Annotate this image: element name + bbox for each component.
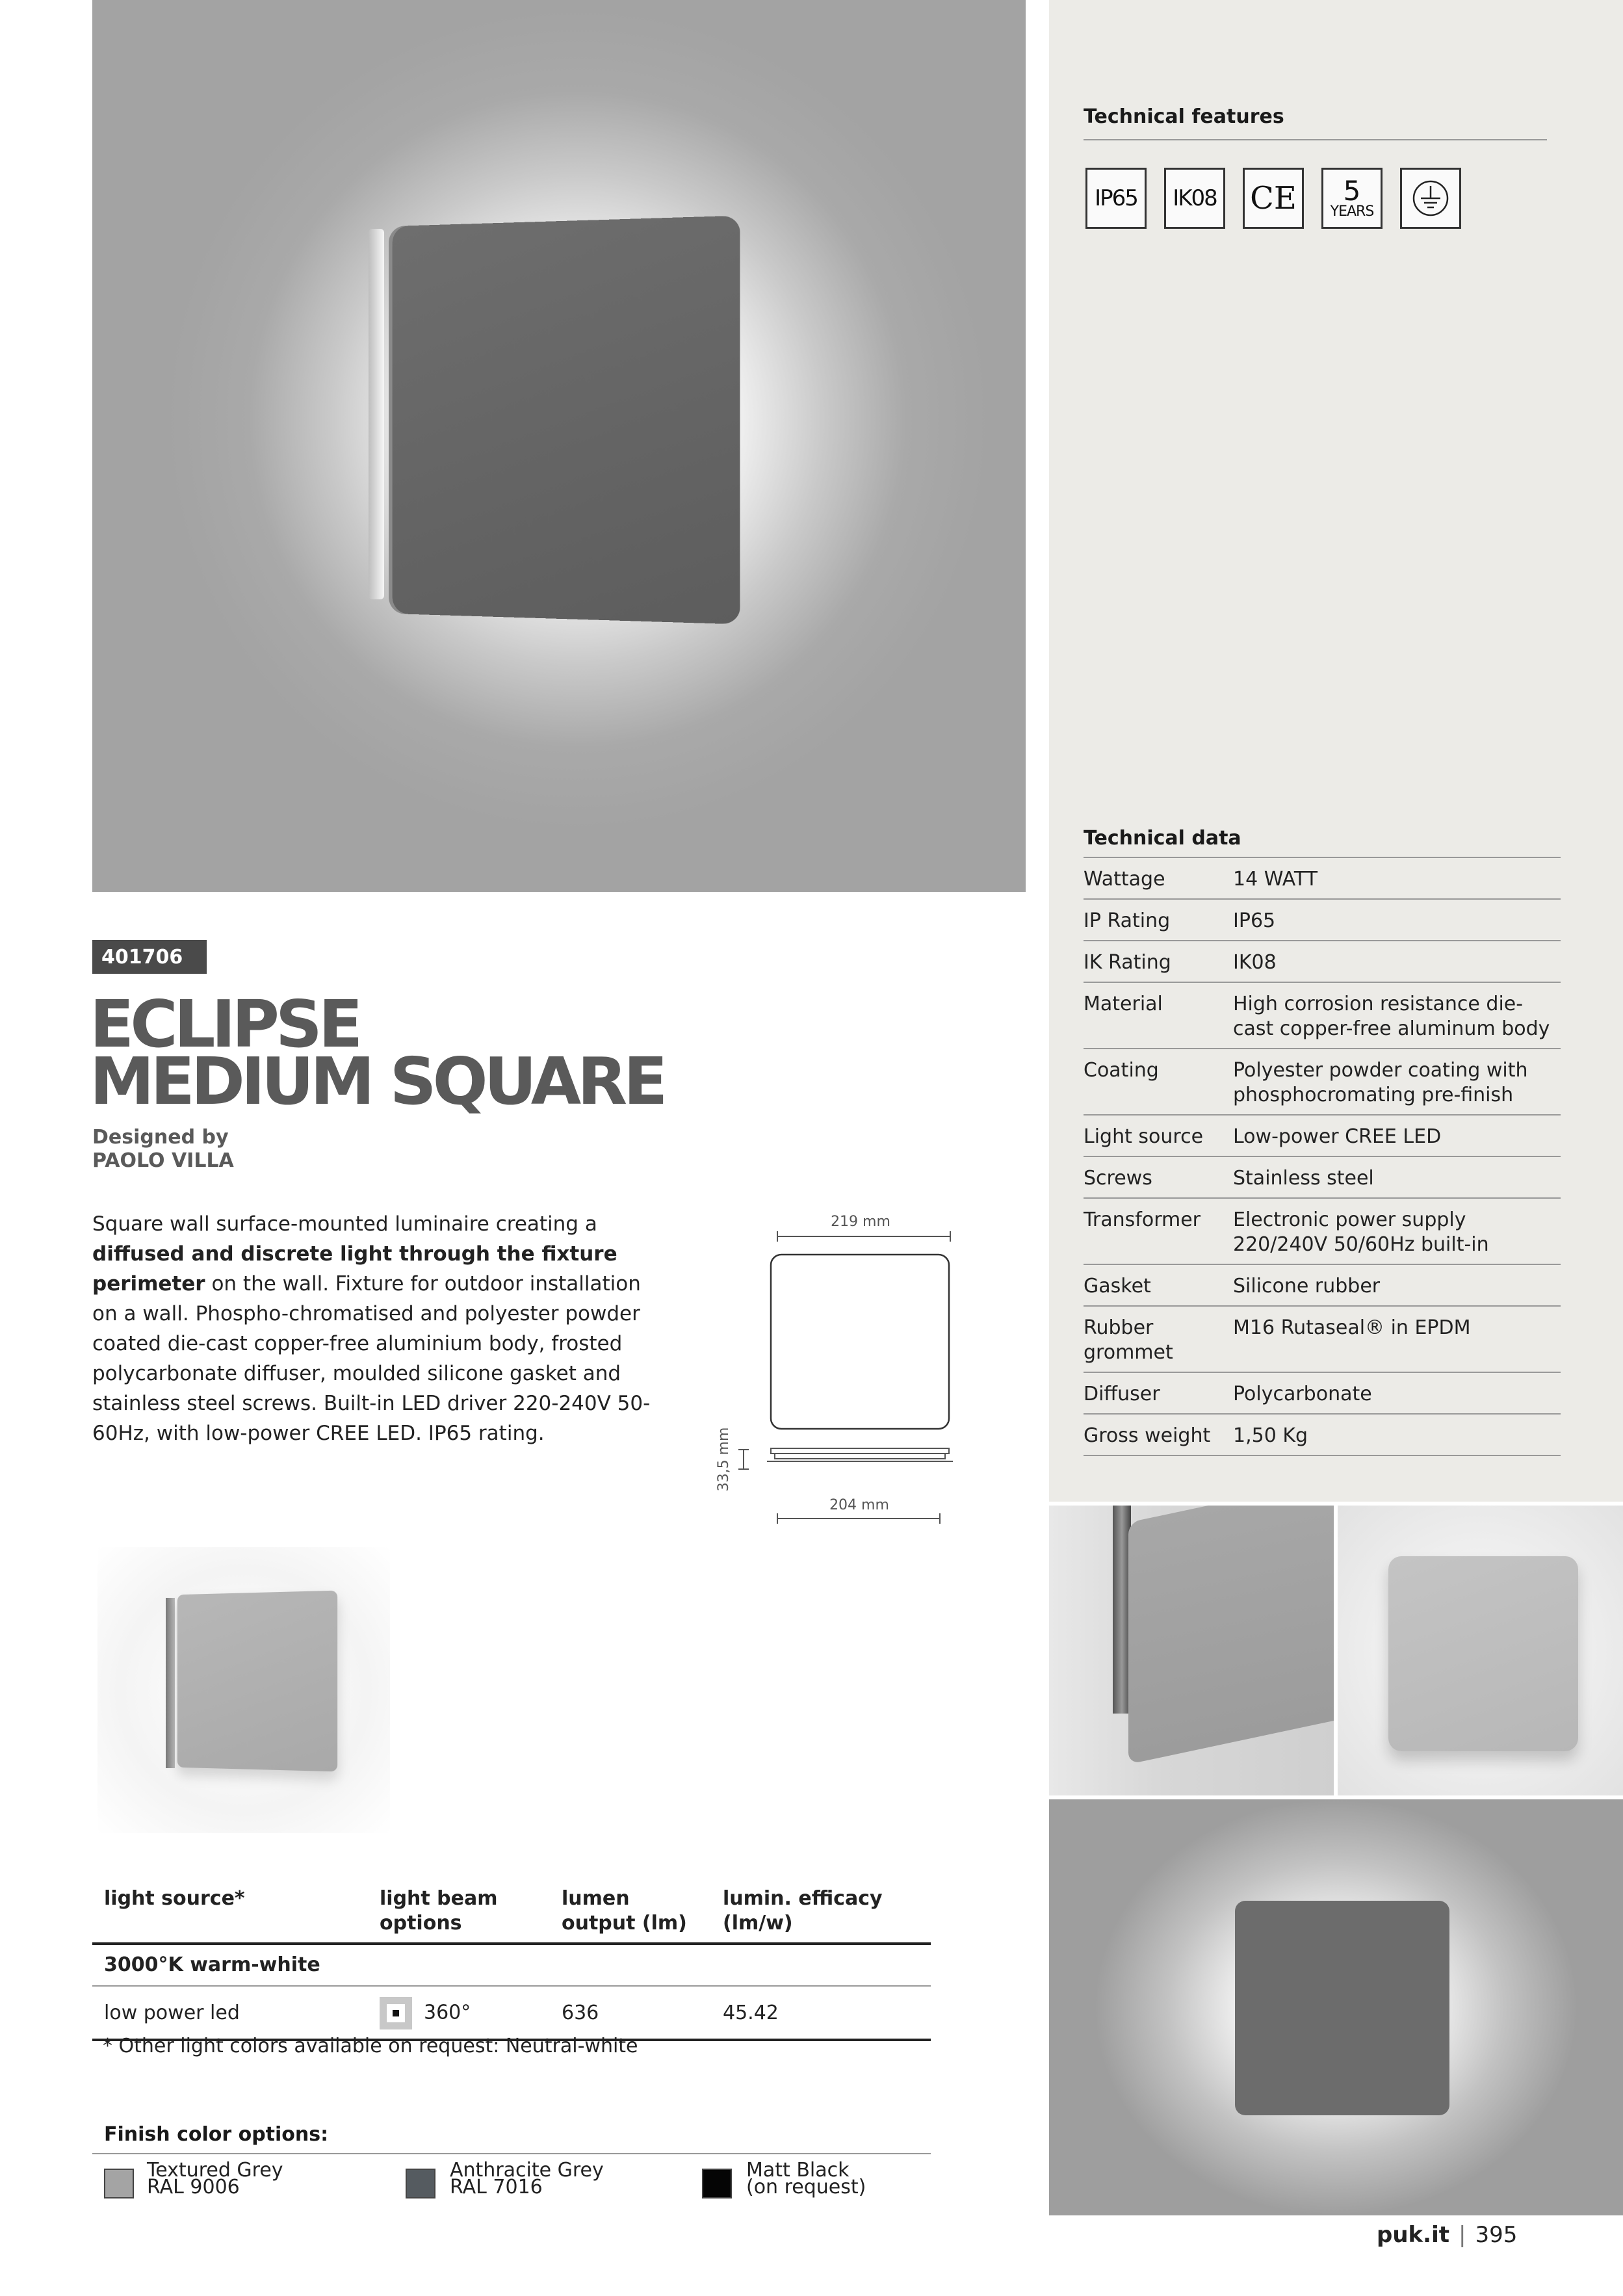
divider <box>92 2153 931 2154</box>
cell-source: low power led <box>92 1986 368 2040</box>
product-code-badge: 401706 <box>92 940 207 974</box>
spec-key: Gasket <box>1084 1264 1233 1306</box>
ik08-cert-label: IK08 <box>1173 185 1217 211</box>
dim-depth: 33,5 mm <box>716 1427 732 1492</box>
light-table-header-row <box>92 1879 931 1944</box>
finish-name: Textured Grey <box>147 2159 283 2182</box>
product-title <box>90 986 664 1119</box>
color-temperature-group: 3000°K warm-white <box>92 1944 931 1986</box>
swatch-anthracite-grey <box>406 2169 435 2198</box>
spec-key: Material <box>1084 982 1233 1049</box>
detail-photo-lit <box>1049 1799 1623 2215</box>
warranty-years-label: YEARS <box>1330 203 1374 220</box>
swatch-matt-black <box>702 2169 732 2198</box>
light-colors-footnote: * Other light colors available on request: Neutral-white <box>103 2035 638 2057</box>
ce-mark-icon <box>1243 168 1304 229</box>
spec-value: IK08 <box>1233 941 1561 982</box>
spec-value: Polyester powder coating with phosphocromating pre-finish <box>1233 1049 1561 1115</box>
detail-photo-face <box>1128 1506 1334 1764</box>
ip65-cert-label: IP65 <box>1095 185 1137 211</box>
spec-value: Stainless steel <box>1233 1156 1561 1198</box>
header-light-beam: light beam options <box>368 1879 550 1944</box>
spec-value: 1,50 Kg <box>1233 1414 1561 1455</box>
description-part2: on the wall. Fixture for outdoor installation on a wall. Phospho-chromatised and polyester powder coated die-cast copper-free aluminium body, frosted polycarbonate diffuser, moulded silicone gasket and stainless steel screws. Built-in LED driver 220-240V 50-60Hz, with low-power CREE LED. IP65 rating. <box>92 1272 651 1445</box>
spec-value: M16 Rutaseal® in EPDM <box>1233 1306 1561 1372</box>
finish-code: (on request) <box>746 2176 866 2198</box>
table-row <box>1084 941 1561 982</box>
finish-name: Matt Black <box>746 2159 850 2182</box>
spec-key: Coating <box>1084 1049 1233 1115</box>
technical-features-title: Technical features <box>1084 105 1284 128</box>
dimension-drawing-graphic <box>715 1203 975 1528</box>
product-description <box>92 1209 658 1448</box>
table-row <box>1084 1115 1561 1156</box>
table-row <box>1084 1372 1561 1414</box>
spec-key: IK Rating <box>1084 941 1233 982</box>
product-title-line1: ECLIPSE <box>90 986 359 1062</box>
product-angle-face <box>177 1591 337 1772</box>
hero-lamp-face <box>393 216 740 625</box>
technical-data-title: Technical data <box>1084 827 1241 850</box>
product-angle-edge <box>166 1598 175 1768</box>
spec-key: Gross weight <box>1084 1414 1233 1455</box>
spec-value: Low-power CREE LED <box>1233 1115 1561 1156</box>
warranty-years-icon <box>1321 168 1383 229</box>
finish-name: Anthracite Grey <box>450 2159 604 2182</box>
spec-key: Transformer <box>1084 1198 1233 1264</box>
designed-by-label: Designed by <box>92 1126 229 1149</box>
cell-lumen: 636 <box>550 1986 711 2040</box>
footer-separator: | <box>1458 2222 1466 2248</box>
spec-key: IP Rating <box>1084 899 1233 941</box>
detail-photo-front-face <box>1388 1556 1578 1751</box>
divider <box>1084 139 1547 140</box>
spec-key: Wattage <box>1084 857 1233 899</box>
spec-value: IP65 <box>1233 899 1561 941</box>
product-title-line2: MEDIUM SQUARE <box>90 1043 664 1119</box>
table-row <box>1084 982 1561 1049</box>
spec-key: Diffuser <box>1084 1372 1233 1414</box>
site-name: puk.it <box>1377 2222 1449 2248</box>
header-lumin-efficacy: lumin. efficacy (lm/w) <box>711 1879 931 1944</box>
spec-value: Polycarbonate <box>1233 1372 1561 1414</box>
ik08-cert-icon <box>1164 168 1225 229</box>
finish-code: RAL 7016 <box>450 2176 543 2198</box>
table-row <box>92 1986 931 2040</box>
spec-value: Silicone rubber <box>1233 1264 1561 1306</box>
warranty-years-number: 5 <box>1343 175 1361 207</box>
beam-360-icon <box>380 1997 412 2029</box>
dim-top-width: 219 mm <box>831 1214 890 1230</box>
spec-key: Light source <box>1084 1115 1233 1156</box>
dim-bottom-width: 204 mm <box>829 1497 889 1513</box>
finish-label-matt-black <box>746 2159 866 2198</box>
ground-symbol-graphic <box>1410 178 1451 218</box>
detail-photo-front <box>1338 1506 1623 1795</box>
designer-credit <box>92 1126 234 1173</box>
finish-code: RAL 9006 <box>147 2176 240 2198</box>
table-row <box>1084 1414 1561 1455</box>
finish-options-title: Finish color options: <box>104 2123 329 2146</box>
page-footer <box>1377 2222 1517 2248</box>
ip65-cert-icon <box>1085 168 1147 229</box>
table-row <box>1084 1198 1561 1264</box>
hero-product-photo <box>92 0 1026 892</box>
spec-key: Screws <box>1084 1156 1233 1198</box>
table-row <box>1084 1156 1561 1198</box>
spec-value: High corrosion resistance die-cast copper-free aluminum body <box>1233 982 1561 1049</box>
swatch-textured-grey <box>104 2169 134 2198</box>
ce-mark-label: CE <box>1250 180 1297 216</box>
finish-label-anthracite-grey <box>450 2159 604 2198</box>
ground-symbol-icon <box>1400 168 1461 229</box>
cell-beam-value: 360° <box>424 2001 471 2024</box>
dimension-drawing <box>715 1203 975 1528</box>
table-row <box>1084 1049 1561 1115</box>
finish-label-textured-grey <box>147 2159 283 2198</box>
detail-photo-side <box>1049 1506 1334 1795</box>
table-row <box>1084 1264 1561 1306</box>
designer-name: PAOLO VILLA <box>92 1149 234 1172</box>
table-row <box>1084 857 1561 899</box>
spec-value: Electronic power supply 220/240V 50/60Hz built-in <box>1233 1198 1561 1264</box>
description-bold: diffused and discrete light through the fixture perimeter <box>92 1242 617 1296</box>
product-angle-photo <box>97 1547 390 1833</box>
header-lumen-output: lumen output (lm) <box>550 1879 711 1944</box>
light-table-group-row <box>92 1944 931 1986</box>
spec-key: Rubber grommet <box>1084 1306 1233 1372</box>
header-light-source: light source* <box>92 1879 368 1944</box>
cell-efficacy: 45.42 <box>711 1986 931 2040</box>
description-part1: Square wall surface-mounted luminaire creating a <box>92 1212 597 1236</box>
light-source-table <box>92 1879 931 2041</box>
technical-data-table <box>1084 857 1561 1456</box>
cell-beam <box>368 1986 550 2040</box>
table-row <box>1084 899 1561 941</box>
spec-value: 14 WATT <box>1233 857 1561 899</box>
table-row <box>1084 1306 1561 1372</box>
detail-photo-lit-face <box>1235 1901 1449 2115</box>
page-number: 395 <box>1475 2222 1518 2248</box>
hero-lamp-edge <box>369 229 384 599</box>
